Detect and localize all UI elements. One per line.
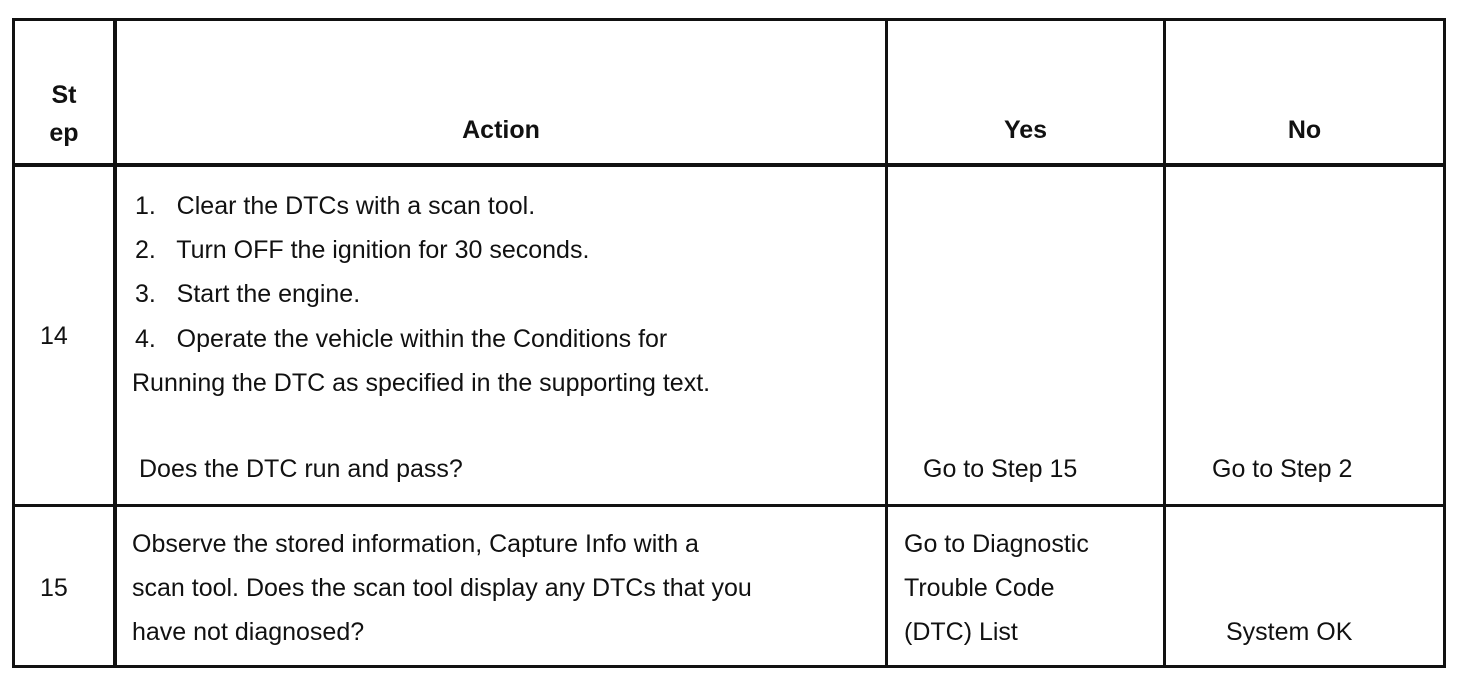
row14-no: Go to Step 2 [1212, 455, 1353, 483]
header-divider [12, 163, 1446, 167]
header-no: No [1287, 116, 1322, 144]
table-border-top [12, 18, 1446, 21]
table-border-bottom [12, 665, 1446, 668]
row14-action-line-5: Running the DTC as specified in the supporting text. [132, 369, 711, 397]
row14-action-line-1: 1. Clear the DTCs with a scan tool. [135, 192, 536, 220]
row15-action-line-3: have not diagnosed? [132, 618, 365, 646]
row15-yes-line-1: Go to Diagnostic [904, 530, 1089, 558]
row14-question: Does the DTC run and pass? [139, 455, 463, 483]
row15-no: System OK [1226, 618, 1353, 646]
row14-step: 14 [40, 322, 68, 350]
header-step [15, 76, 113, 152]
row15-action-line-2: scan tool. Does the scan tool display any DTCs that you [132, 574, 752, 602]
diagnostic-table [12, 18, 1446, 668]
row15-action-line-1: Observe the stored information, Capture Info with a [132, 530, 699, 558]
row15-yes-line-3: (DTC) List [904, 618, 1018, 646]
row14-yes: Go to Step 15 [923, 455, 1078, 483]
row-divider [12, 504, 1446, 507]
table-border-right [1443, 18, 1446, 668]
header-step-line2: ep [49, 119, 79, 147]
row15-yes-line-2: Trouble Code [904, 574, 1055, 602]
row14-action-line-2: 2. Turn OFF the ignition for 30 seconds. [135, 236, 590, 264]
header-action: Action [462, 116, 540, 144]
row14-action-line-3: 3. Start the engine. [135, 280, 361, 308]
header-step-line1: St [51, 81, 77, 109]
header-yes: Yes [1003, 116, 1048, 144]
row14-action-line-4: 4. Operate the vehicle within the Conditions for [135, 325, 668, 353]
row15-step: 15 [40, 574, 68, 602]
